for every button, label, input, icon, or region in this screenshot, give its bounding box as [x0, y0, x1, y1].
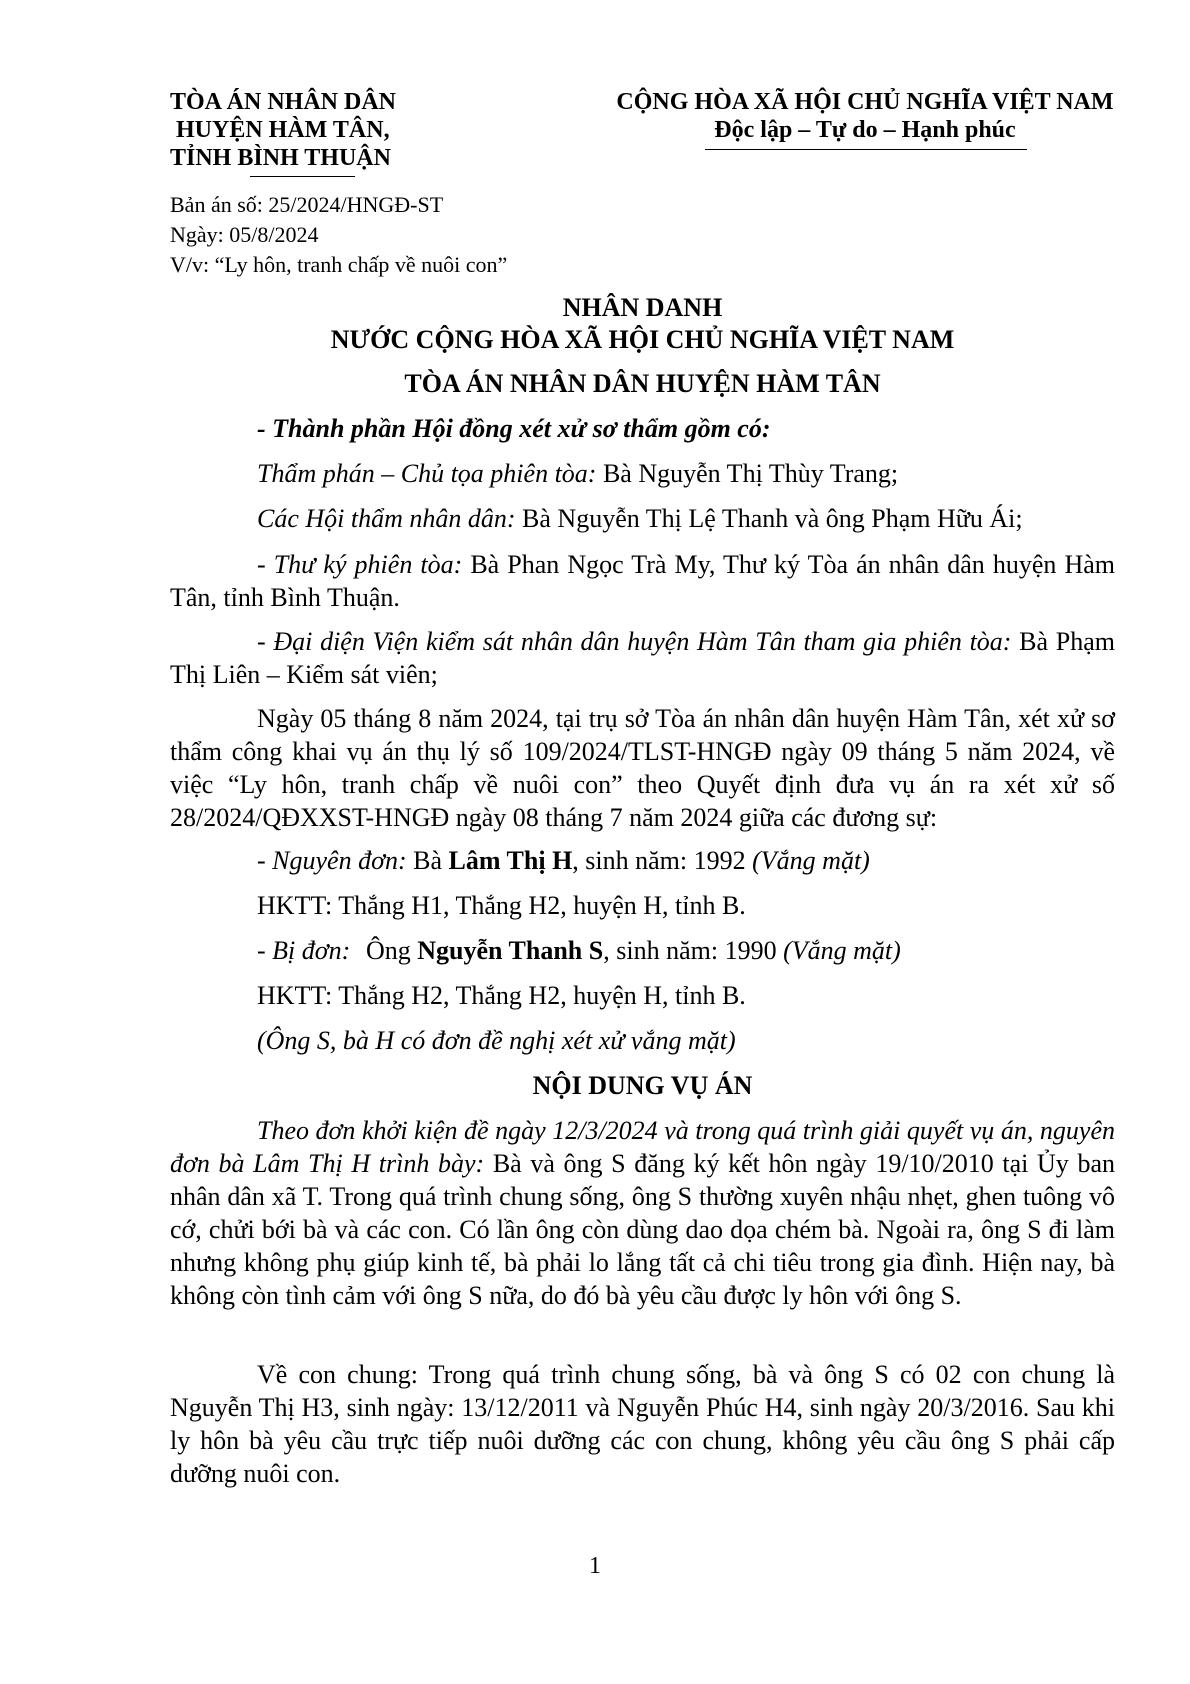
panel-heading: - Thành phần Hội đồng xét xử sơ thẩm gồm có:	[257, 414, 771, 443]
content-paragraph-1-intro: Theo đơn khởi kiện đề ngày 12/3/2024 và trong quá trình giải quyết vụ án, nguyên đơn bà Lâm Thị H trình bày:	[170, 1116, 1115, 1178]
procuracy-label: - Đại diện Viện kiểm sát nhân dân huyện Hàm Tân tham gia phiên tòa:	[257, 627, 1012, 656]
defendant-status: (Vắng mặt)	[783, 936, 901, 965]
hearing-paragraph: Ngày 05 tháng 8 năm 2024, tại trụ sở Tòa án nhân dân huyện Hàm Tân, xét xử sơ thẩm công khai vụ án thụ lý số 109/2024/TLST-HNGĐ ngày 09 tháng 5 năm 2024, về việc “Ly hôn, tranh chấp về nuôi con” theo Quyết định đưa vụ án ra xét xử số 28/2024/QĐXXST-HNGĐ ngày 08 tháng 7 năm 2024 giữa các đương sự:	[170, 704, 1115, 832]
plaintiff-name: Lâm Thị H	[448, 846, 573, 875]
page-number: 1	[589, 1553, 601, 1579]
content-paragraph-2: Về con chung: Trong quá trình chung sống, bà và ông S có 02 con chung là Nguyễn Thị H3, sinh ngày: 13/12/2011 và Nguyễn Phúc H4, sinh ngày 20/3/2016. Sau khi ly hôn bà yêu cầu trực tiếp nuôi dưỡng các con chung, không yêu cầu ông S phải cấp dưỡng nuôi con.	[170, 1360, 1115, 1488]
clerk-paragraph	[170, 548, 1115, 614]
plaintiff-title: Bà	[406, 846, 449, 875]
title-line-3: TÒA ÁN NHÂN DÂN HUYỆN HÀM TÂN	[404, 369, 881, 398]
judge-line	[257, 457, 898, 490]
court-line-3: TỈNH BÌNH THUẬN	[170, 145, 391, 171]
parties-note: (Ông S, bà H có đơn đề nghị xét xử vắng mặt)	[257, 1026, 736, 1055]
clerk-value: Bà Phan Ngọc Trà My, Thư ký Tòa án nhân dân huyện Hàm Tân, tỉnh Bình Thuận.	[170, 550, 1115, 612]
defendant-title: Ông	[366, 936, 418, 965]
plaintiff-label: - Nguyên đơn:	[257, 846, 407, 875]
defendant-line	[257, 934, 901, 967]
content-paragraph-1-text: Bà và ông S đăng ký kết hôn ngày 19/10/2010 tại Ủy ban nhân dân xã T. Trong quá trình chung sống, ông S thường xuyên nhậu nhẹt, ghen tuông vô cớ, chửi bới bà và các con. Có lần ông còn dùng dao dọa chém bà. Ngoài ra, ông S đi làm nhưng không phụ giúp kinh tế, bà phải lo lắng tất cả chi tiêu trong gia đình. Hiện nay, bà không còn tình cảm với ông S nữa, do đó bà yêu cầu được ly hôn với ông S.	[170, 1149, 1115, 1310]
plaintiff-birth: , sinh năm: 1992	[572, 846, 753, 875]
case-subject: V/v: “Ly hôn, tranh chấp về nuôi con”	[170, 252, 508, 277]
procuracy-paragraph	[170, 625, 1115, 691]
judge-label: Thẩm phán – Chủ tọa phiên tòa:	[257, 459, 597, 488]
content-paragraph-1	[170, 1114, 1115, 1312]
clerk-label: - Thư ký phiên tòa:	[257, 550, 463, 579]
jurors-label: Các Hội thẩm nhân dân:	[257, 504, 516, 533]
defendant-birth: , sinh năm: 1990	[603, 936, 784, 965]
title-block	[170, 292, 1115, 400]
judge-value: Bà Nguyễn Thị Thùy Trang;	[596, 459, 899, 488]
plaintiff-status: (Vắng mặt)	[752, 846, 870, 875]
court-line-2: HUYỆN HÀM TÂN,	[176, 117, 390, 143]
content-heading: NỘI DUNG VỤ ÁN	[532, 1071, 753, 1100]
case-info	[170, 190, 507, 280]
court-name-block	[170, 88, 440, 172]
plaintiff-address: HKTT: Thắng H1, Thắng H2, huyện H, tỉnh B.	[257, 891, 746, 920]
motto-underline	[705, 149, 1027, 150]
defendant-address: HKTT: Thắng H2, Thắng H2, huyện H, tỉnh B.	[257, 981, 746, 1010]
republic-name: CỘNG HÒA XÃ HỘI CHỦ NGHĨA VIỆT NAM	[616, 89, 1114, 115]
defendant-label: - Bị đơn:	[257, 936, 351, 965]
title-line-2: NƯỚC CỘNG HÒA XÃ HỘI CHỦ NGHĨA VIỆT NAM	[330, 325, 955, 354]
motto: Độc lập – Tự do – Hạnh phúc	[714, 117, 1016, 143]
procuracy-value: Bà Phạm Thị Liên – Kiểm sát viên;	[170, 627, 1115, 689]
plaintiff-line	[257, 844, 870, 877]
court-underline	[250, 176, 355, 177]
title-line-1: NHÂN DANH	[562, 293, 723, 322]
defendant-name: Nguyễn Thanh S	[417, 936, 604, 965]
jurors-value: Bà Nguyễn Thị Lệ Thanh và ông Phạm Hữu Ái;	[515, 504, 1023, 533]
republic-block	[585, 88, 1145, 144]
jurors-line	[257, 502, 1023, 535]
case-number: Bản án số: 25/2024/HNGĐ-ST	[170, 192, 444, 217]
case-date: Ngày: 05/8/2024	[170, 222, 319, 247]
court-line-1: TÒA ÁN NHÂN DÂN	[170, 89, 397, 115]
